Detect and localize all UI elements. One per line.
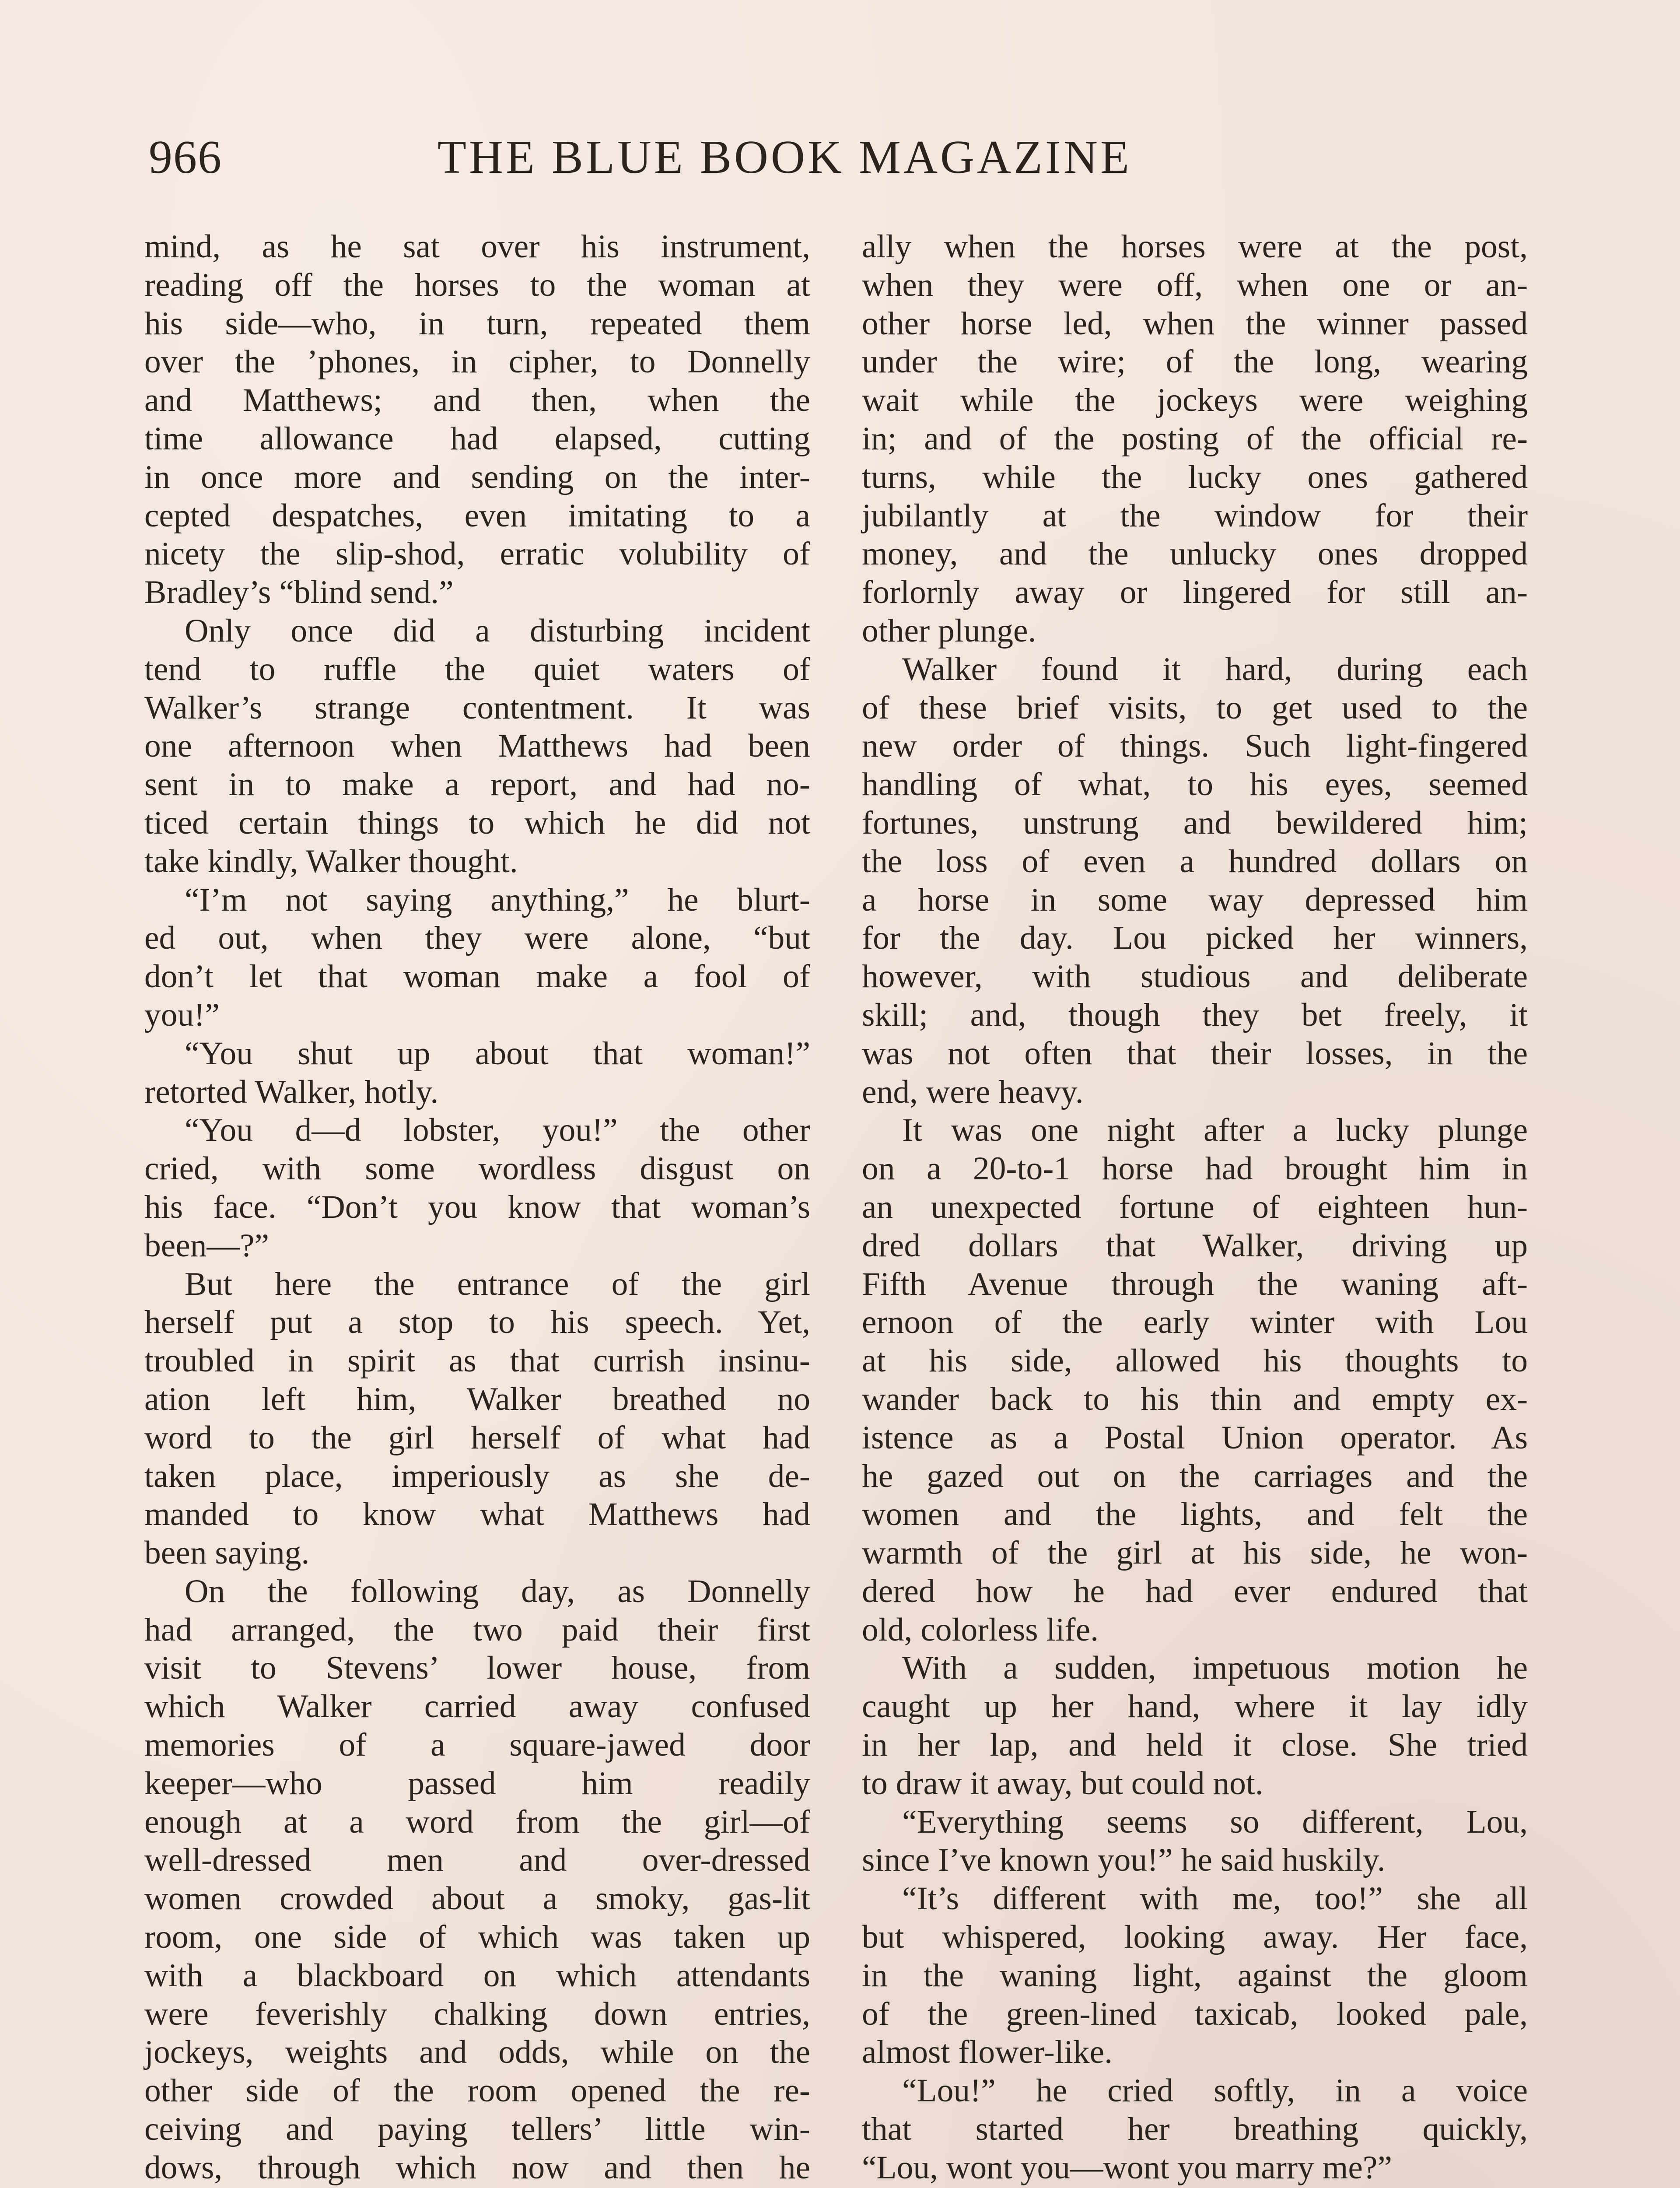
- text-line: other side of the room opened the re-: [144, 2072, 810, 2109]
- text-line: ticed certain things to which he did not: [144, 804, 810, 841]
- text-line: been—?”: [144, 1227, 270, 1264]
- text-line: handling of what, to his eyes, seemed: [862, 766, 1528, 803]
- text-line: been saying.: [144, 1535, 310, 1571]
- text-line: “I’m not saying anything,” he blurt-: [185, 881, 810, 918]
- text-line: “It’s different with me, too!” she all: [902, 1880, 1528, 1917]
- text-line: skill; and, though they bet freely, it: [862, 996, 1528, 1033]
- text-line: manded to know what Matthews had: [144, 1496, 810, 1533]
- text-line: almost flower-like.: [862, 2034, 1113, 2071]
- text-line: cepted despatches, even imitating to a: [144, 497, 810, 534]
- text-line: reading off the horses to the woman at: [144, 266, 810, 303]
- text-line: other plunge.: [862, 612, 1036, 649]
- text-line: were feverishly chalking down entries,: [144, 1995, 810, 2032]
- text-line: Only once did a disturbing incident: [185, 612, 810, 649]
- text-line: new order of things. Such light-fingered: [862, 728, 1528, 764]
- text-line: “Lou, wont you—wont you marry me?”: [862, 2149, 1392, 2186]
- text-line: dered how he had ever endured that: [862, 1573, 1528, 1609]
- text-line: It was one night after a lucky plunge: [902, 1112, 1528, 1149]
- page-number: 966: [149, 131, 222, 183]
- text-line: one afternoon when Matthews had been: [144, 728, 810, 764]
- text-line: room, one side of which was taken up: [144, 1919, 810, 1956]
- text-line: dred dollars that Walker, driving up: [862, 1227, 1528, 1264]
- text-line: the loss of even a hundred dollars on: [862, 843, 1528, 880]
- text-line: since I’ve known you!” he said huskily.: [862, 1842, 1386, 1879]
- text-line: tend to ruffle the quiet waters of: [144, 651, 810, 687]
- text-line: at his side, allowed his thoughts to: [862, 1343, 1528, 1379]
- text-line: but whispered, looking away. Her face,: [862, 1919, 1528, 1956]
- text-line: “You d—d lobster, you!” the other: [185, 1112, 810, 1149]
- text-line: other horse led, when the winner passed: [862, 305, 1528, 342]
- text-line: turns, while the lucky ones gathered: [862, 459, 1528, 495]
- text-line: which Walker carried away confused: [144, 1688, 810, 1725]
- text-line: wander back to his thin and empty ex-: [862, 1381, 1528, 1417]
- text-line: take kindly, Walker thought.: [144, 843, 518, 880]
- text-line: in the waning light, against the gloom: [862, 1957, 1528, 1994]
- text-line: forlornly away or lingered for still an-: [862, 574, 1528, 611]
- text-line: over the ’phones, in cipher, to Donnelly: [144, 344, 810, 380]
- text-line: was not often that their losses, in the: [862, 1035, 1528, 1072]
- text-line: enough at a word from the girl—of: [144, 1803, 810, 1840]
- text-line: istence as a Postal Union operator. As: [862, 1419, 1528, 1456]
- text-line: a horse in some way depressed him: [862, 881, 1528, 918]
- text-line: to draw it away, but could not.: [862, 1765, 1264, 1802]
- text-line: in; and of the posting of the official re-: [862, 420, 1528, 457]
- text-line: don’t let that woman make a fool of: [144, 958, 810, 995]
- text-line: his face. “Don’t you know that woman’s: [144, 1189, 810, 1225]
- running-title: THE BLUE BOOK MAGAZINE: [438, 131, 1132, 183]
- text-line: ceiving and paying tellers’ little win-: [144, 2111, 810, 2148]
- text-line: of the green-lined taxicab, looked pale,: [862, 1995, 1528, 2032]
- text-line: dows, through which now and then he: [144, 2149, 810, 2186]
- text-line: Walker’s strange contentment. It was: [144, 689, 810, 726]
- text-line: end, were heavy.: [862, 1073, 1084, 1110]
- text-line: mind, as he sat over his instrument,: [144, 228, 810, 265]
- text-line: of these brief visits, to get used to the: [862, 689, 1528, 726]
- text-line: With a sudden, impetuous motion he: [902, 1650, 1528, 1687]
- text-line: ed out, when they were alone, “but: [144, 920, 810, 957]
- text-line: under the wire; of the long, wearing: [862, 344, 1528, 380]
- text-line: keeper—who passed him readily: [144, 1765, 810, 1802]
- text-line: he gazed out on the carriages and the: [862, 1458, 1528, 1494]
- text-line: caught up her hand, where it lay idly: [862, 1688, 1528, 1725]
- text-line: with a blackboard on which attendants: [144, 1957, 810, 1994]
- text-line: herself put a stop to his speech. Yet,: [144, 1304, 810, 1341]
- text-line: cried, with some wordless disgust on: [144, 1150, 810, 1187]
- text-line: word to the girl herself of what had: [144, 1419, 810, 1456]
- text-line: fortunes, unstrung and bewildered him;: [862, 804, 1528, 841]
- text-line: in once more and sending on the inter-: [144, 459, 810, 495]
- text-line: on a 20-to-1 horse had brought him in: [862, 1150, 1528, 1187]
- text-line: an unexpected fortune of eighteen hun-: [862, 1189, 1528, 1225]
- text-line: his side—who, in turn, repeated them: [144, 305, 810, 342]
- text-line: in her lap, and held it close. She tried: [862, 1727, 1528, 1764]
- text-line: But here the entrance of the girl: [185, 1266, 810, 1302]
- text-line: old, colorless life.: [862, 1611, 1099, 1648]
- text-line: time allowance had elapsed, cutting: [144, 420, 810, 457]
- text-line: retorted Walker, hotly.: [144, 1073, 439, 1110]
- text-line: Fifth Avenue through the waning aft-: [862, 1266, 1528, 1302]
- text-line: when they were off, when one or an-: [862, 266, 1528, 303]
- text-line: ation left him, Walker breathed no: [144, 1381, 810, 1417]
- text-line: nicety the slip-shod, erratic volubility of: [144, 536, 810, 572]
- text-line: had arranged, the two paid their first: [144, 1611, 810, 1648]
- text-line: ernoon of the early winter with Lou: [862, 1304, 1528, 1341]
- text-line: warmth of the girl at his side, he won-: [862, 1535, 1528, 1571]
- text-line: “You shut up about that woman!”: [185, 1035, 810, 1072]
- text-line: On the following day, as Donnelly: [185, 1573, 810, 1609]
- text-line: Bradley’s “blind send.”: [144, 574, 454, 611]
- text-line: memories of a square-jawed door: [144, 1727, 810, 1764]
- left-text-column: [144, 228, 810, 2188]
- text-line: “Lou!” he cried softly, in a voice: [902, 2072, 1528, 2109]
- text-line: taken place, imperiously as she de-: [144, 1458, 810, 1494]
- text-line: troubled in spirit as that currish insinu-: [144, 1343, 810, 1379]
- text-line: visit to Stevens’ lower house, from: [144, 1650, 810, 1687]
- text-line: women crowded about a smoky, gas-lit: [144, 1880, 810, 1917]
- text-line: ally when the horses were at the post,: [862, 228, 1528, 265]
- text-line: you!”: [144, 996, 220, 1033]
- text-line: women and the lights, and felt the: [862, 1496, 1528, 1533]
- text-line: well-dressed men and over-dressed: [144, 1842, 810, 1879]
- text-line: however, with studious and deliberate: [862, 958, 1528, 995]
- text-line: “Everything seems so different, Lou,: [902, 1803, 1528, 1840]
- text-line: wait while the jockeys were weighing: [862, 382, 1528, 419]
- text-line: for the day. Lou picked her winners,: [862, 920, 1528, 957]
- text-line: Walker found it hard, during each: [902, 651, 1528, 687]
- text-line: sent in to make a report, and had no-: [144, 766, 810, 803]
- right-text-column: [862, 228, 1528, 2188]
- text-line: jockeys, weights and odds, while on the: [144, 2034, 810, 2071]
- text-line: jubilantly at the window for their: [862, 497, 1528, 534]
- text-line: that started her breathing quickly,: [862, 2111, 1528, 2148]
- text-line: money, and the unlucky ones dropped: [862, 536, 1528, 572]
- page-header: [149, 127, 1531, 188]
- text-line: and Matthews; and then, when the: [144, 382, 810, 419]
